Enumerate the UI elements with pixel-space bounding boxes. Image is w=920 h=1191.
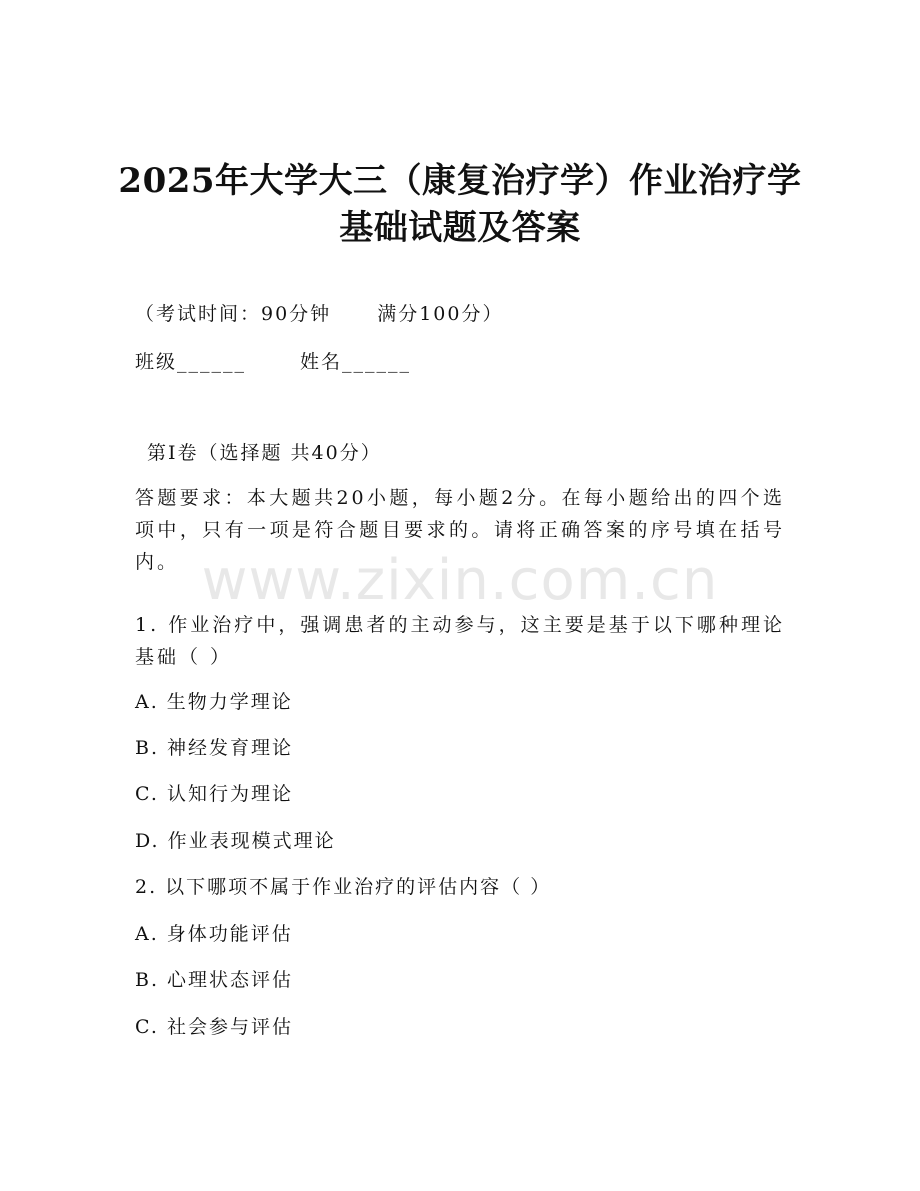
name-field: 姓名______ [300, 351, 412, 373]
student-info [135, 348, 411, 376]
exam-score: 满分100分） [377, 303, 504, 325]
question-2-stem: 2. 以下哪项不属于作业治疗的评估内容（ ） [135, 876, 552, 898]
exam-time: （考试时间：90分钟 [135, 303, 332, 325]
question-1-option-b: B. 神经发育理论 [135, 737, 294, 759]
question-2-option-a: A. 身体功能评估 [135, 923, 293, 945]
instructions: 答题要求：本大题共20小题，每小题2分。在每小题给出的四个选项中，只有一项是符合题目要求的。请将正确答案的序号填在括号内。 [135, 487, 785, 573]
watermark: www.zixin.com.cn [201, 548, 719, 613]
question-2-option-c: C. 社会参与评估 [135, 1016, 293, 1038]
document-title-line2: 基础试题及答案 [339, 208, 581, 248]
question-1-option-d: D. 作业表现模式理论 [135, 830, 336, 852]
question-1-option-c: C. 认知行为理论 [135, 783, 293, 805]
exam-info [135, 300, 503, 328]
document-title-line1: 2025年大学大三（康复治疗学）作业治疗学 [118, 161, 802, 201]
section-heading: 第Ⅰ卷（选择题 共40分） [147, 442, 382, 464]
question-1-stem: 1. 作业治疗中，强调患者的主动参与，这主要是基于以下哪种理论基础（ ） [135, 614, 785, 668]
class-field: 班级______ [135, 351, 247, 373]
question-1-option-a: A. 生物力学理论 [135, 691, 293, 713]
question-2-option-b: B. 心理状态评估 [135, 969, 294, 991]
